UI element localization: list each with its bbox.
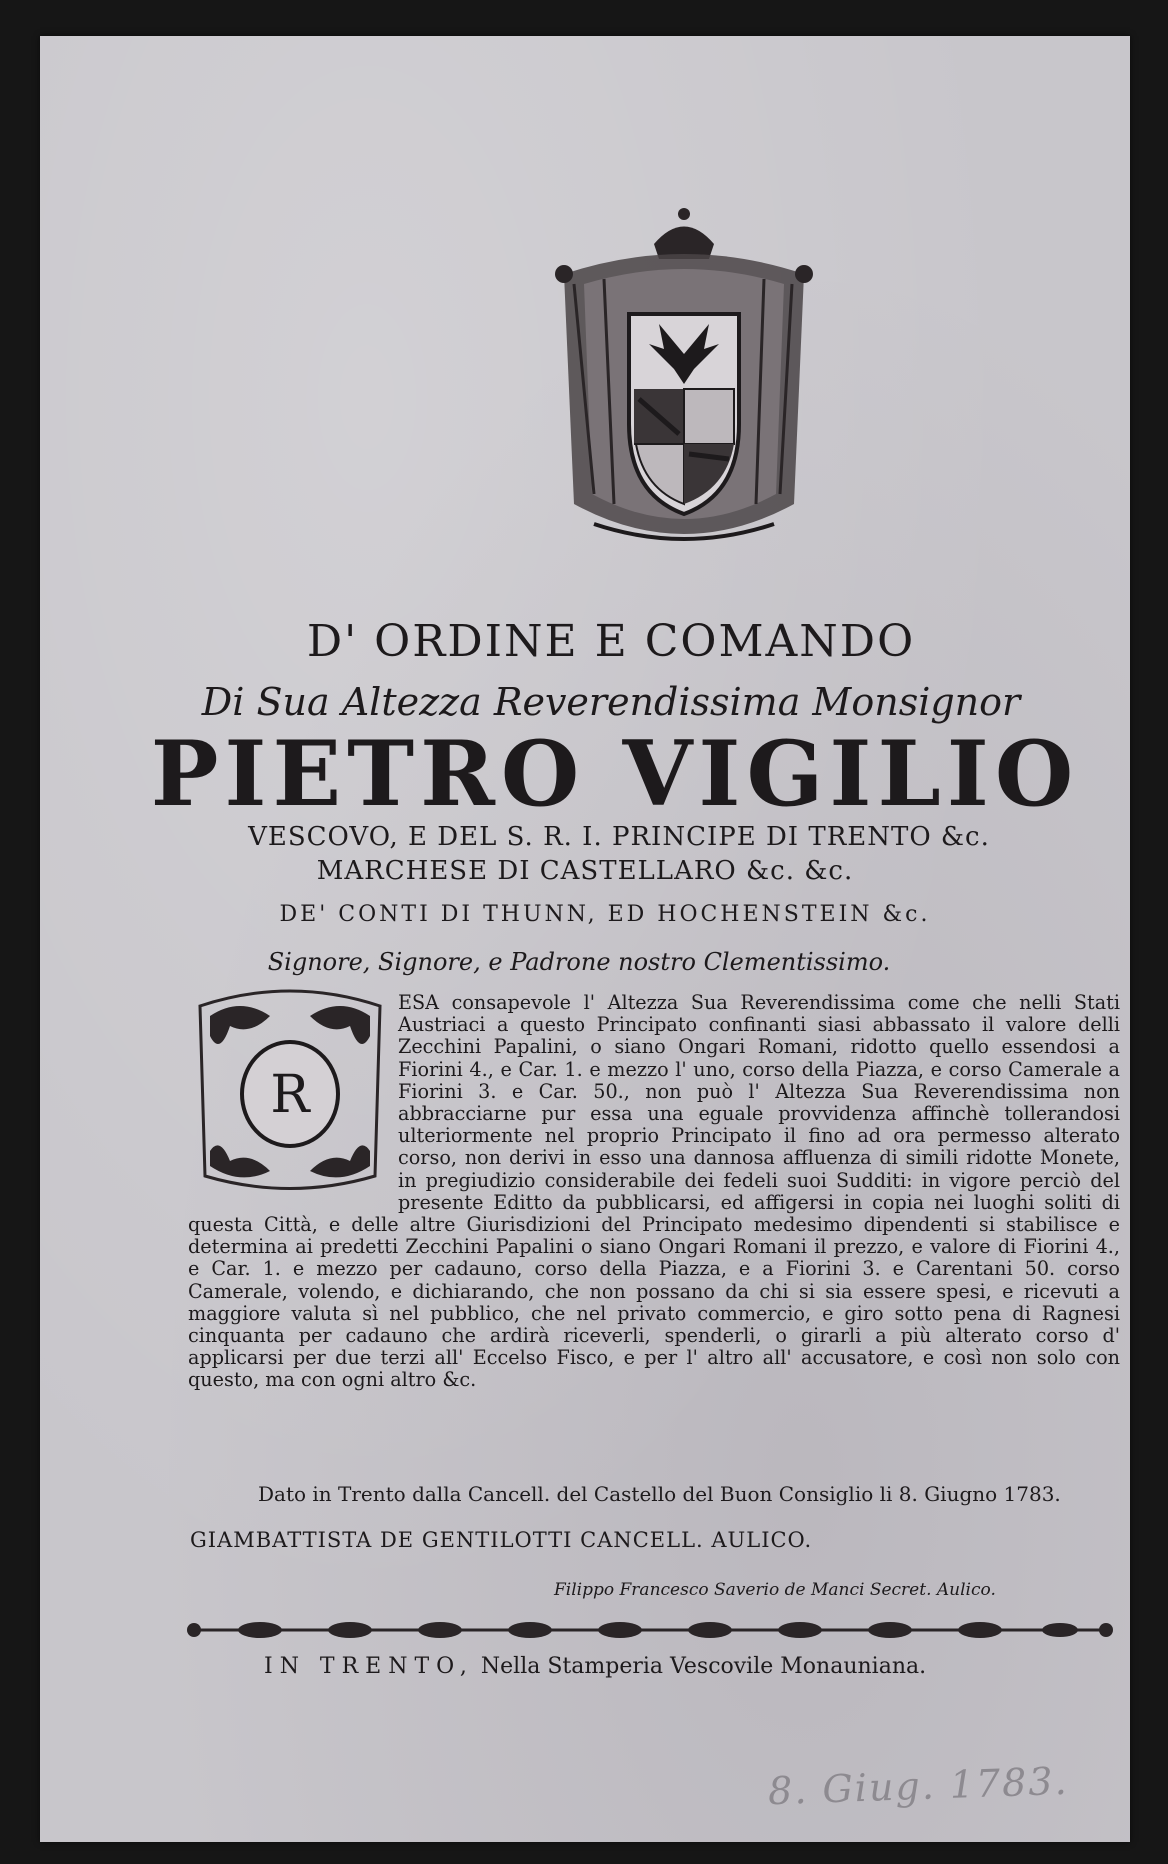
heading-title-marchese: MARCHESE DI CASTELLARO &c. &c.: [316, 856, 854, 886]
secretary-signature: Filippo Francesco Saverio de Manci Secret. Aulico.: [554, 1580, 996, 1600]
ornamental-border-icon: [180, 1610, 1120, 1650]
heading-sua-altezza: Di Sua Altezza Reverendissima Monsignor: [201, 680, 1021, 724]
edict-sheet: [40, 36, 1130, 1842]
imprint-press: Nella Stamperia Vescovile Monauniana.: [480, 1654, 927, 1679]
pencil-annotation: 8. Giug. 1783.: [767, 1758, 1070, 1814]
chancellor-signature: GIAMBATTISTA DE GENTILOTTI CANCELL. AULICO.: [190, 1528, 813, 1552]
edict-body: [188, 992, 1120, 1392]
dated-line: Dato in Trento dalla Cancell. del Castello del Buon Consiglio li 8. Giugno 1783.: [258, 1482, 1061, 1506]
coat-of-arms-icon: [544, 204, 824, 564]
imprint-place: IN TRENTO,: [264, 1654, 474, 1679]
initial-letter: R: [270, 1065, 310, 1125]
heading-title-conti: DE' CONTI DI THUNN, ED HOCHENSTEIN &c.: [279, 902, 931, 927]
heading-name: PIETRO VIGILIO: [150, 721, 1080, 827]
imprint-line: [264, 1654, 926, 1679]
heading-order: D' ORDINE E COMANDO: [306, 616, 916, 667]
heading-title-vescovo: VESCOVO, E DEL S. R. I. PRINCIPE DI TRENTO &c.: [248, 822, 990, 852]
heading-signore: Signore, Signore, e Padrone nostro Clementissimo.: [267, 948, 891, 976]
edict-body-text: ESA consapevole l' Altezza Sua Reverendissima come che nelli Stati Austriaci a questo Principato confinanti siasi abbassato il valore delli Zecchini Papalini, o siano Ongari Romani, ridotto quello essendosi a Fiorini 4., e Car. 1. e mezzo l' uno, corso della Piazza, e corso Camerale a Fiorini 3. e Car. 50., non può l' Altezza Sua Reverendissima non abbracciarne pur essa una eguale provvidenza affinchè tollerandosi ulteriormente nel proprio Principato il fino ad ora permesso alterato corso, non derivi in esso una dannosa affluenza di simili ridotte Monete, in pregiudizio considerabile dei fedeli suoi Sudditi: in vigore perciò del presente Editto da pubblicarsi, ed affigersi in copia nei luoghi soliti di questa Città, e delle altre Giurisdizioni del Principato medesimo dipendenti si stabilisce e determina ai predetti Zecchini Papalini o siano Ongari Romani il prezzo, e valore di Fiorini 4., e Car. 1. e mezzo per cadauno, corso della Piazza, e a Fiorini 3. e Carentani 50. corso Camerale, volendo, e dichiarando, che non possano da chi si sia essere spesi, e ricevuti a maggiore valuta sì nel pubblico, che nel privato commercio, e giro sotto pena di Ragnesi cinquanta per cadauno che ardirà riceverli, spenderli, o girarli a più alterato corso d' applicarsi per due terzi all' Eccelso Fisco, e per l' altro all' accusatore, e così non solo con questo, ma con ogni altro &c.: [188, 991, 1120, 1392]
